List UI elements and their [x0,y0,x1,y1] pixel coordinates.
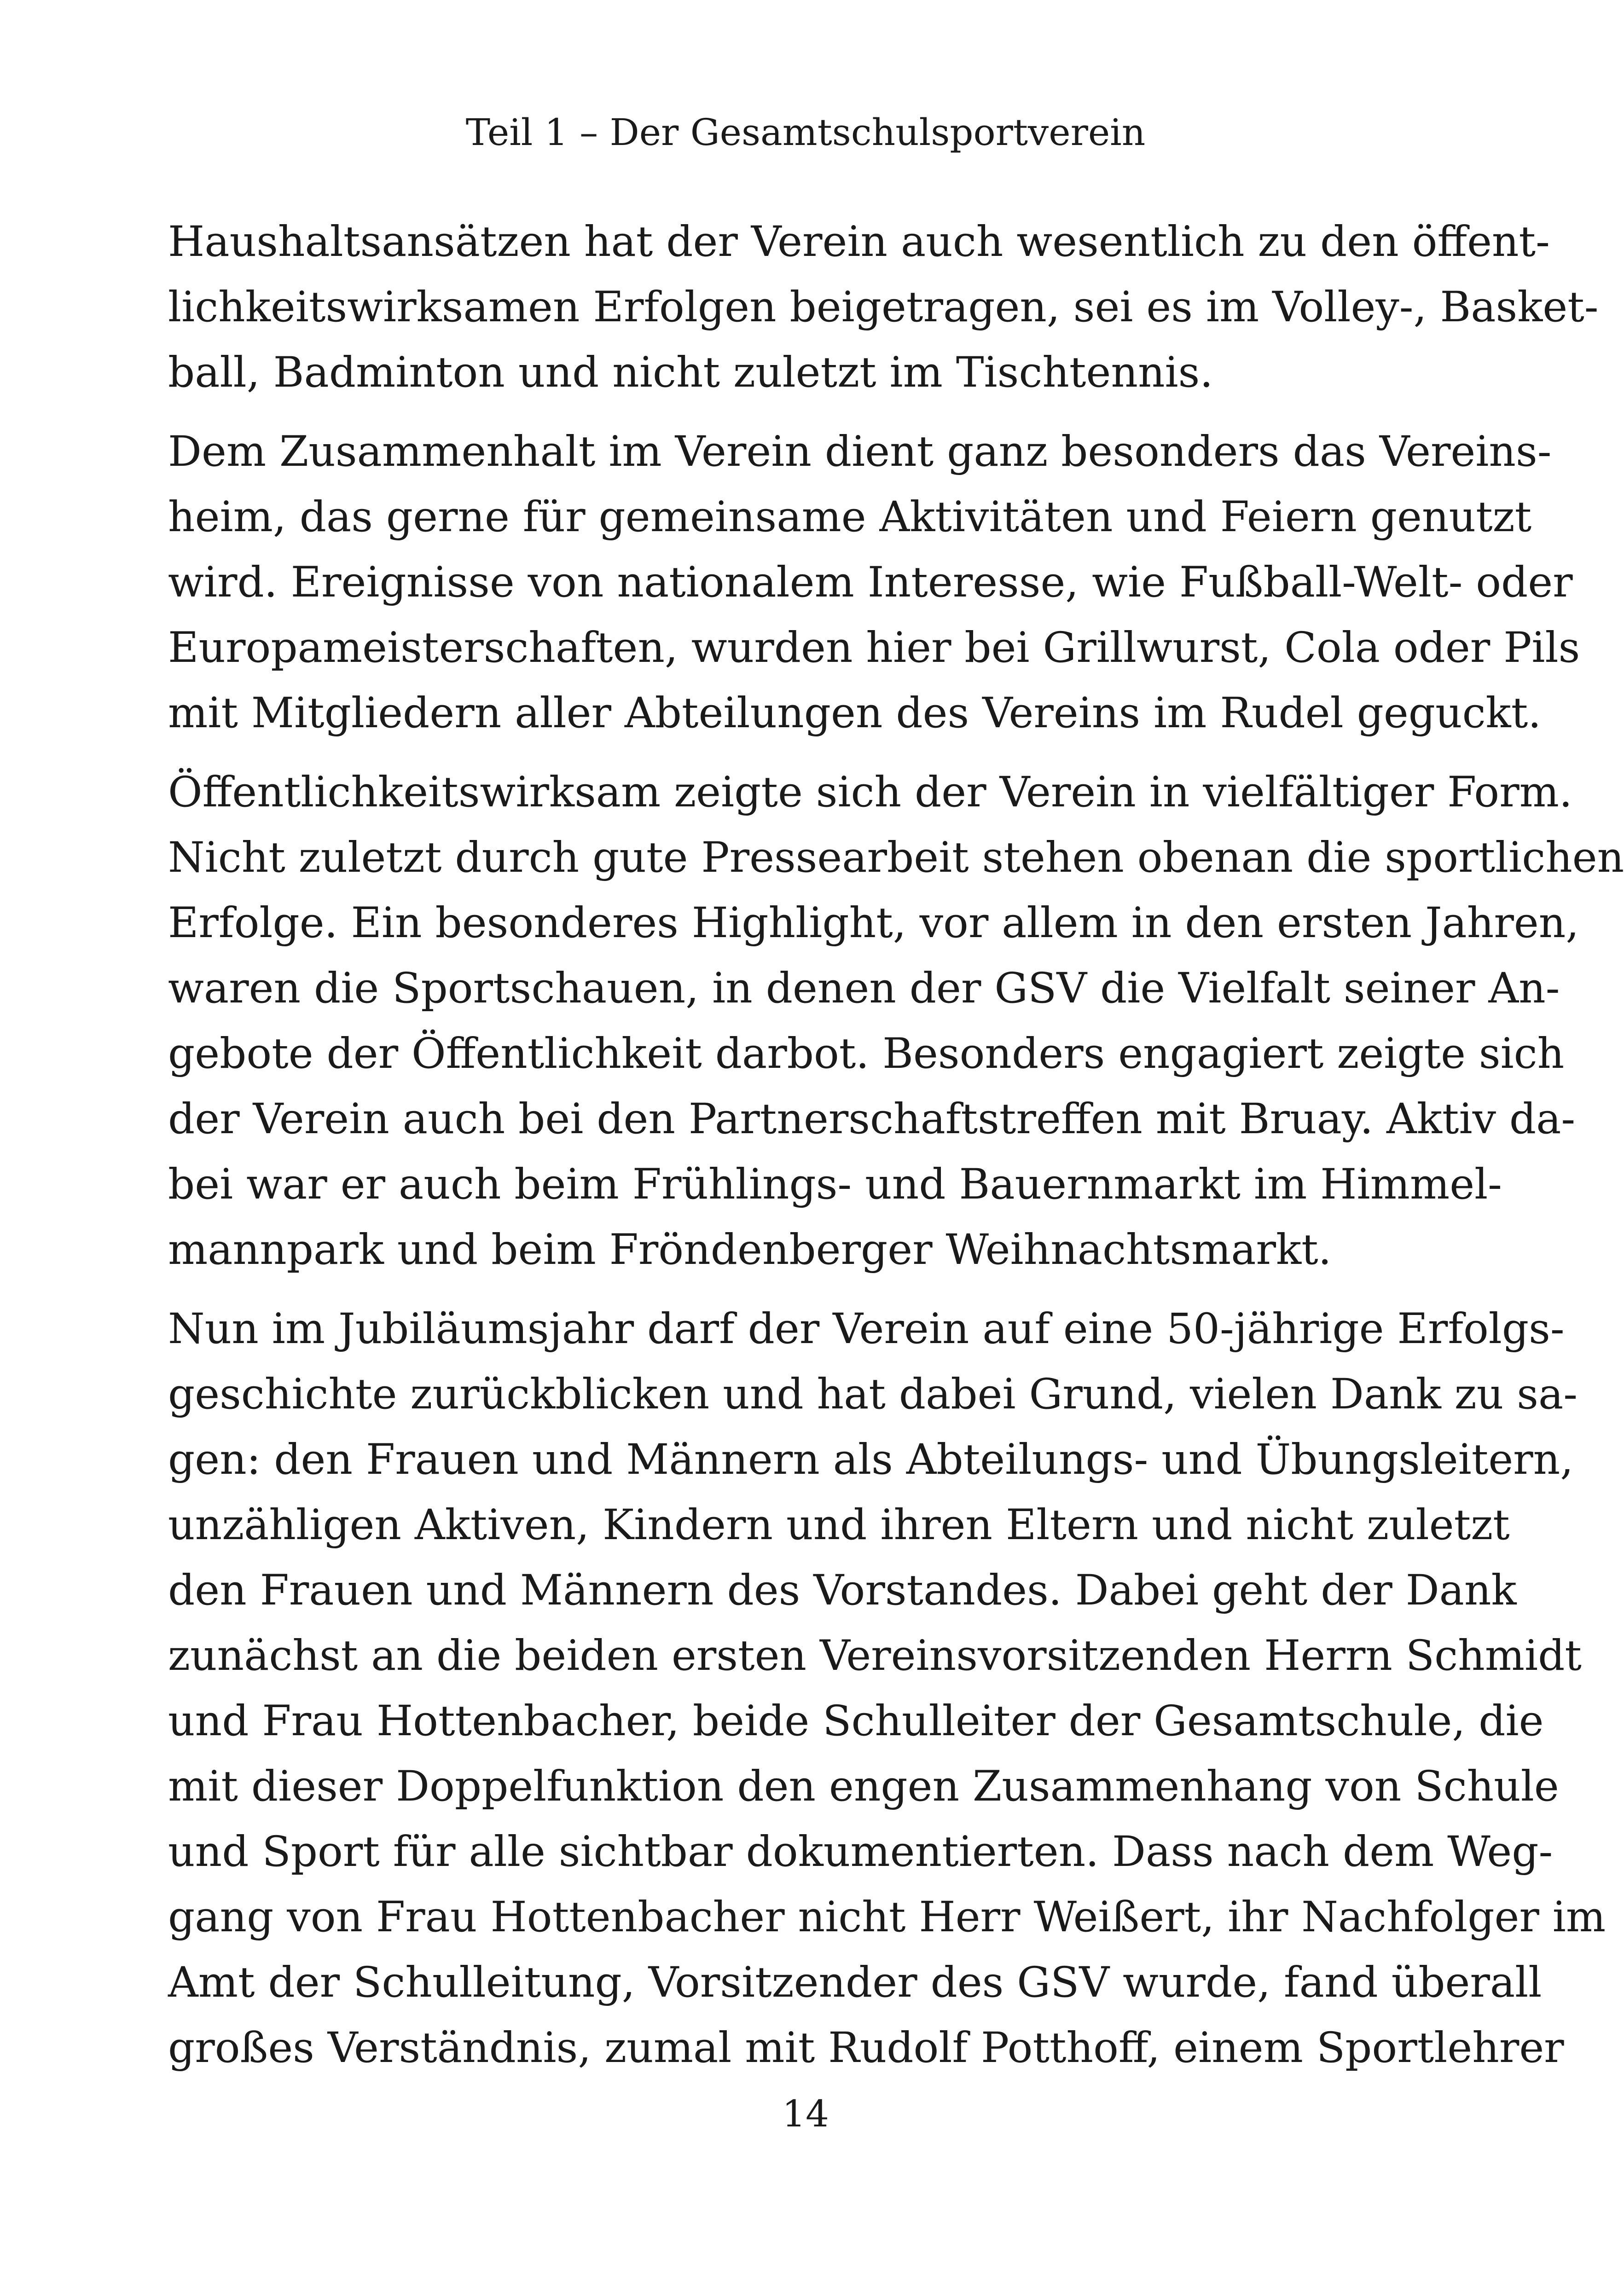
text-line: Amt der Schulleitung, Vorsitzender des GSV wurde, fand überall [168,1958,1542,2007]
text-line: und Frau Hottenbacher, beide Schulleiter der Gesamtschule, die [168,1697,1544,1745]
text-line: ball, Badminton und nicht zuletzt im Tischtennis. [168,348,1213,397]
text-line: waren die Sportschauen, in denen der GSV die Vielfalt seiner An- [168,964,1560,1013]
running-head: Teil 1 – Der Gesamtschulsportverein [465,111,1146,154]
text-line: gang von Frau Hottenbacher nicht Herr Weißert, ihr Nachfolger im [168,1893,1606,1941]
text-line: bei war er auch beim Frühlings- und Bauernmarkt im Himmel- [168,1160,1502,1209]
text-line: großes Verständnis, zumal mit Rudolf Potthoff, einem Sportlehrer [168,2024,1564,2072]
body-text [168,209,1624,2095]
paragraph-2 [168,419,1580,746]
text-line: und Sport für alle sichtbar dokumentierten. Dass nach dem Weg- [168,1828,1553,1876]
text-line: der Verein auch bei den Partnerschaftstreffen mit Bruay. Aktiv da- [168,1095,1576,1143]
text-line: Nicht zuletzt durch gute Pressearbeit stehen obenan die sportlichen [168,834,1624,882]
text-line: heim, das gerne für gemeinsame Aktivitäten und Feiern genutzt [168,493,1532,541]
text-line: gen: den Frauen und Männern als Abteilungs- und Übungsleitern, [168,1436,1574,1484]
page-number: 14 [782,2092,829,2135]
text-line: geschichte zurückblicken und hat dabei Grund, vielen Dank zu sa- [168,1370,1578,1419]
text-line: Dem Zusammenhalt im Verein dient ganz besonders das Vereins- [168,428,1552,476]
paragraph-3 [168,760,1624,1283]
text-line: mit Mitgliedern aller Abteilungen des Vereins im Rudel geguckt. [168,689,1542,737]
text-line: Öffentlichkeitswirksam zeigte sich der Verein in vielfältiger Form. [168,768,1572,817]
text-line: Haushaltsansätzen hat der Verein auch wesentlich zu den öffent- [168,218,1550,266]
paragraph-4 [168,1297,1606,2081]
paragraph-1 [168,209,1599,405]
text-line: gebote der Öffentlichkeit darbot. Besonders engagiert zeigte sich [168,1030,1565,1078]
text-line: Europameisterschaften, wurden hier bei Grillwurst, Cola oder Pils [168,624,1580,672]
text-line: unzähligen Aktiven, Kindern und ihren Eltern und nicht zuletzt [168,1501,1510,1549]
text-line: Erfolge. Ein besonderes Highlight, vor allem in den ersten Jahren, [168,899,1579,947]
text-line: zunächst an die beiden ersten Vereinsvorsitzenden Herrn Schmidt [168,1632,1582,1680]
text-line: Nun im Jubiläumsjahr darf der Verein auf eine 50-jährige Erfolgs- [168,1305,1565,1353]
text-line: mit dieser Doppelfunktion den engen Zusammenhang von Schule [168,1762,1559,1811]
text-line: wird. Ereignisse von nationalem Interesse, wie Fußball-Welt- oder [168,558,1573,607]
text-line: mannpark und beim Fröndenberger Weihnachtsmarkt. [168,1226,1332,1274]
text-line: lichkeitswirksamen Erfolgen beigetragen, sei es im Volley-, Basket- [168,283,1599,331]
text-line: den Frauen und Männern des Vorstandes. Dabei geht der Dank [168,1566,1517,1615]
